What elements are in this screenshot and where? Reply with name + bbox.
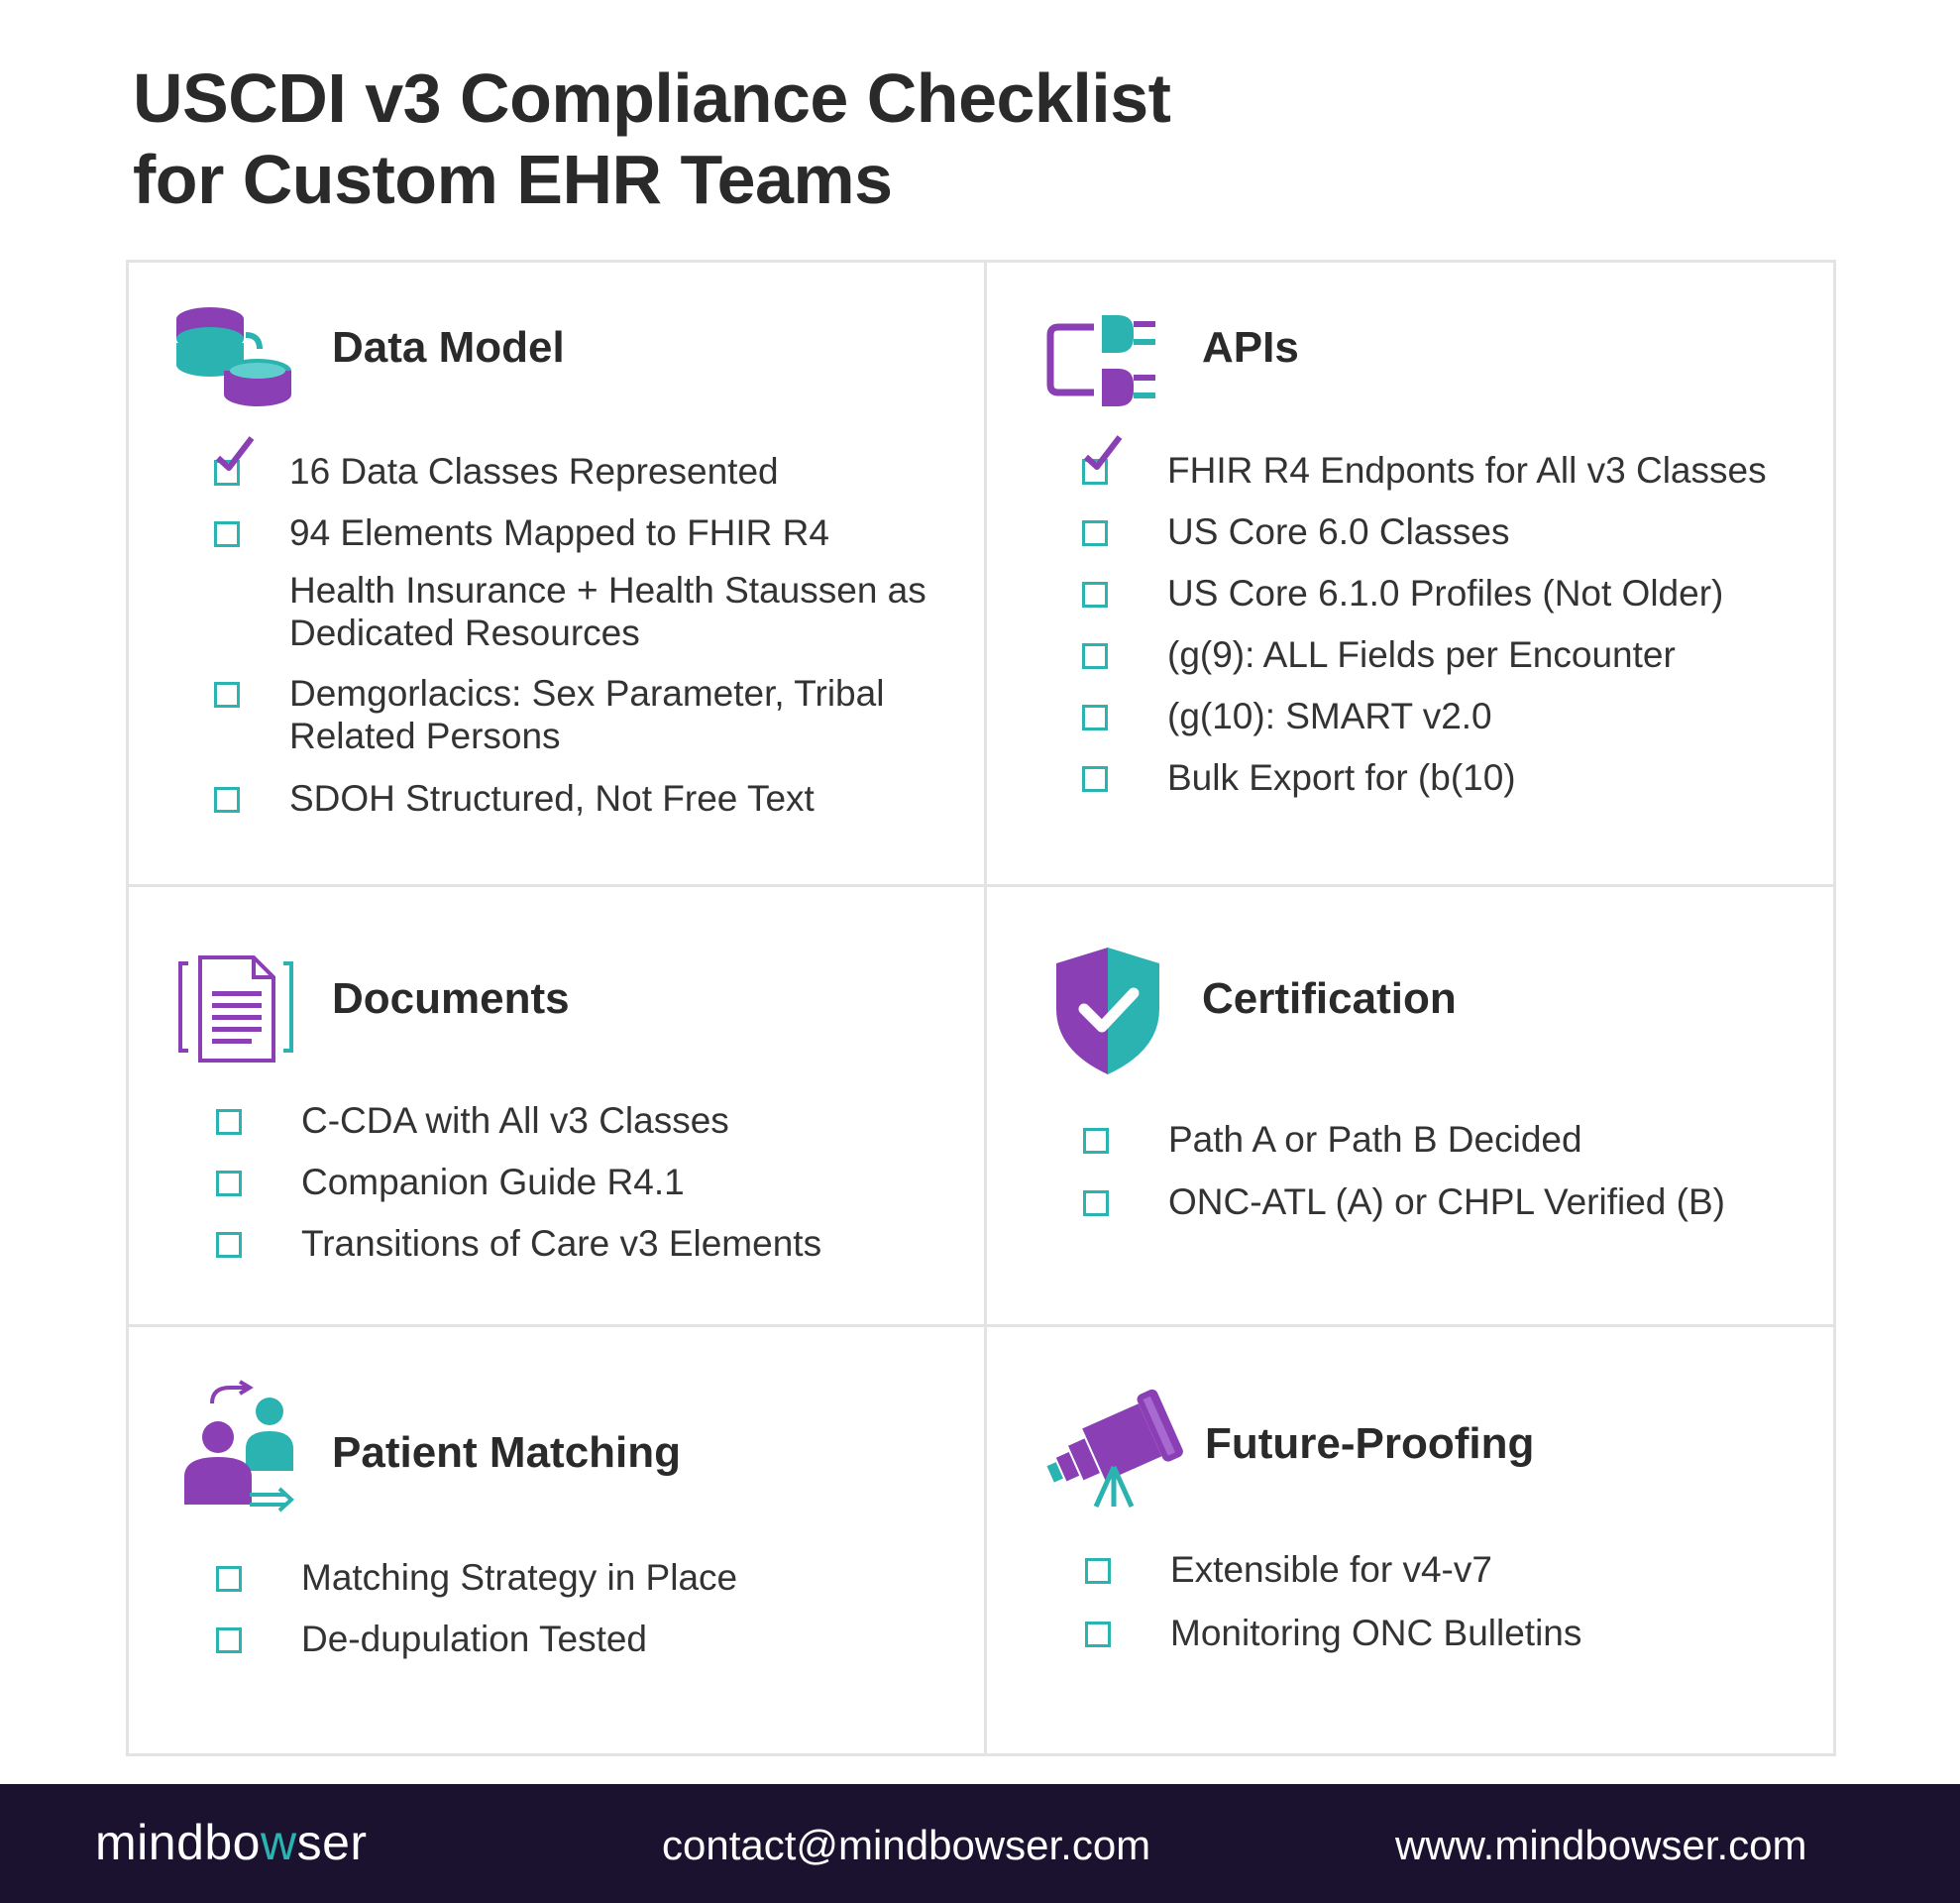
checklist-item[interactable] (1082, 572, 1835, 633)
checkbox[interactable] (1085, 1558, 1111, 1584)
section-title-apis: APIs (1202, 323, 1299, 372)
item-label: US Core 6.0 Classes (1167, 511, 1510, 552)
item-label: US Core 6.1.0 Profiles (Not Older) (1167, 573, 1724, 614)
checklist-item[interactable] (1083, 1118, 1836, 1180)
grid-divider-row-2 (129, 1324, 1833, 1327)
item-label-line-2: Related Persons (289, 716, 561, 756)
item-label: (g(10): SMART v2.0 (1167, 696, 1492, 736)
checkbox[interactable] (1082, 582, 1108, 608)
title-line-1: USCDI v3 Compliance Checklist (133, 59, 1171, 137)
checklist-item[interactable] (214, 450, 967, 511)
item-label: Monitoring ONC Bulletins (1170, 1613, 1582, 1653)
item-label: Transitions of Care v3 Elements (301, 1223, 822, 1264)
footer-bar (0, 1784, 1960, 1903)
logo-text-start: mindbo (95, 1815, 261, 1870)
section-title-patient-matching: Patient Matching (332, 1428, 682, 1477)
item-label: Path A or Path B Decided (1168, 1119, 1582, 1160)
checklist-item[interactable] (216, 1161, 969, 1222)
section-title-certification: Certification (1202, 974, 1457, 1023)
checklist-item[interactable] (1082, 756, 1835, 818)
database-icon (174, 305, 295, 416)
checkbox[interactable] (216, 1109, 242, 1135)
item-label: SDOH Structured, Not Free Text (289, 778, 815, 819)
grid-divider-row-1 (129, 884, 1833, 887)
item-label: Bulk Export for (b(10) (1167, 757, 1516, 798)
checkbox[interactable] (214, 787, 240, 813)
checkbox[interactable] (214, 521, 240, 547)
checklist-apis (1082, 449, 1835, 818)
checkbox[interactable] (1082, 705, 1108, 730)
item-label: Demgorlacics: Sex Parameter, Tribal (289, 673, 885, 714)
checklist-data-model (214, 450, 967, 827)
checklist-item[interactable] (214, 672, 967, 777)
checklist-item[interactable] (216, 1618, 969, 1679)
checklist-item[interactable] (1082, 510, 1835, 572)
plug-icon (1044, 303, 1167, 416)
checklist-patient-matching (216, 1556, 969, 1679)
section-title-future-proofing: Future-Proofing (1205, 1419, 1535, 1468)
checklist-item[interactable] (214, 511, 967, 569)
checklist-item (214, 569, 967, 672)
checklist-item[interactable] (1085, 1612, 1838, 1675)
checklist-certification (1083, 1118, 1836, 1243)
checkbox[interactable] (1082, 643, 1108, 669)
item-label: (g(9): ALL Fields per Encounter (1167, 634, 1676, 675)
checkbox[interactable] (216, 1627, 242, 1653)
checklist-item[interactable] (214, 777, 967, 827)
item-label: 16 Data Classes Represented (289, 451, 779, 492)
section-title-documents: Documents (332, 974, 570, 1023)
section-title-data-model: Data Model (332, 323, 565, 372)
checkbox[interactable] (216, 1171, 242, 1196)
page-title (133, 57, 1171, 220)
checklist-item[interactable] (1082, 449, 1835, 510)
website-link[interactable]: www.mindbowser.com (1395, 1822, 1807, 1868)
item-label: De-dupulation Tested (301, 1619, 648, 1659)
checkbox[interactable] (214, 682, 240, 708)
checklist-item[interactable] (1085, 1548, 1838, 1612)
checklist-item[interactable] (1082, 695, 1835, 756)
telescope-icon (1040, 1386, 1185, 1511)
grid-divider-vertical (984, 263, 987, 1753)
checkbox[interactable] (1083, 1128, 1109, 1154)
item-label: Matching Strategy in Place (301, 1557, 738, 1598)
checkmark-icon (1080, 433, 1124, 473)
checkbox[interactable] (1083, 1190, 1109, 1216)
checkmark-icon (212, 434, 256, 474)
title-line-2: for Custom EHR Teams (133, 141, 893, 218)
checkbox[interactable] (1082, 766, 1108, 792)
checklist-item[interactable] (216, 1556, 969, 1618)
checklist-documents (216, 1099, 969, 1284)
item-label: Companion Guide R4.1 (301, 1162, 685, 1202)
item-label: FHIR R4 Endponts for All v3 Classes (1167, 450, 1767, 491)
logo-text-accent: w (261, 1815, 297, 1870)
checklist-item[interactable] (1083, 1180, 1836, 1243)
patient-match-icon (180, 1378, 305, 1520)
contact-email-link[interactable]: contact@mindbowser.com (662, 1822, 1151, 1868)
document-icon (174, 950, 297, 1064)
item-label: ONC-ATL (A) or CHPL Verified (B) (1168, 1181, 1725, 1222)
shield-check-icon (1050, 944, 1165, 1078)
logo-text-end: ser (296, 1815, 368, 1870)
checklist-item[interactable] (216, 1222, 969, 1284)
mindbowser-logo[interactable] (95, 1814, 368, 1871)
item-label-line-2: Dedicated Resources (289, 613, 640, 653)
item-label: 94 Elements Mapped to FHIR R4 (289, 512, 829, 553)
checklist-future-proofing (1085, 1548, 1838, 1675)
checklist-item[interactable] (216, 1099, 969, 1161)
checkbox[interactable] (216, 1566, 242, 1592)
item-label: C-CDA with All v3 Classes (301, 1100, 729, 1141)
checklist-item[interactable] (1082, 633, 1835, 695)
item-label: Extensible for v4-v7 (1170, 1549, 1492, 1590)
checkbox[interactable] (216, 1232, 242, 1258)
checkbox[interactable] (1085, 1622, 1111, 1647)
checkbox[interactable] (1082, 520, 1108, 546)
item-label: Health Insurance + Health Staussen as (289, 570, 926, 611)
